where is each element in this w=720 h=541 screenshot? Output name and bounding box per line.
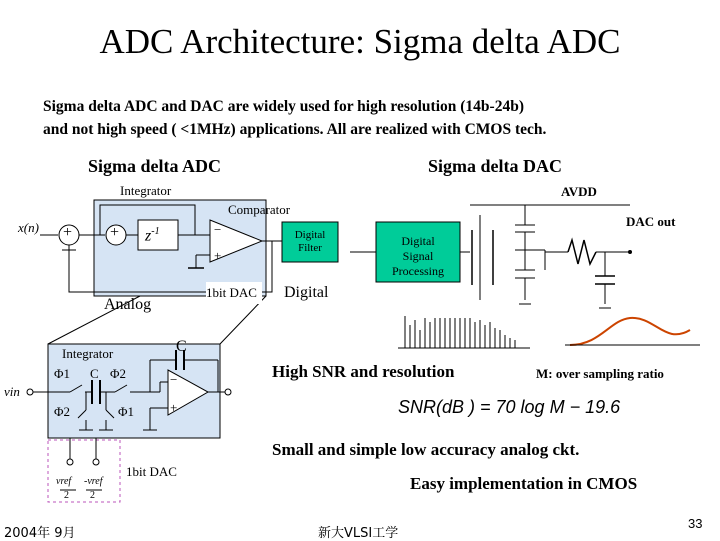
page-title: ADC Architecture: Sigma delta ADC	[99, 22, 621, 61]
detail-1bit-dac-label: 1bit DAC	[126, 464, 177, 479]
analog-label: Analog	[104, 296, 152, 313]
vref-pos-divisor: 2	[64, 490, 69, 501]
digital-label: Digital	[284, 284, 329, 301]
sampling-cap-label: C	[90, 366, 99, 381]
adc-1bit-dac-label: 1bit DAC	[206, 285, 257, 300]
vref-neg-divisor: 2	[90, 490, 95, 501]
phi2-bottom-label: Φ2	[54, 404, 71, 419]
opamp-plus: +	[170, 400, 178, 415]
subtitle-line-2: and not high speed ( <1MHz) applications. All are realized with CMOS tech.	[43, 121, 547, 138]
adc-heading: Sigma delta ADC	[88, 156, 222, 176]
avdd-label: AVDD	[561, 184, 597, 199]
pulse-train	[398, 316, 530, 348]
phi2-label: Φ2	[110, 366, 127, 381]
dac-heading: Sigma delta DAC	[428, 156, 562, 176]
resistor	[568, 240, 596, 264]
phi1-bottom-label: Φ1	[118, 404, 135, 419]
footer-date: 2004年 9月	[4, 526, 76, 541]
dac-switch-box	[48, 440, 120, 502]
input-label: x(n)	[18, 220, 39, 235]
page-number: 33	[688, 516, 703, 531]
sine-wave	[570, 318, 690, 345]
summer-1-sign: +	[63, 224, 73, 241]
dac-out-label: DAC out	[626, 214, 676, 229]
vin-label: vin	[4, 384, 20, 399]
footer-lab: 新大VLSI工学	[318, 526, 399, 541]
snr-formula: SNR(dB ) = 70 log M − 19.6	[398, 397, 621, 417]
detail-integrator-label: Integrator	[62, 346, 114, 361]
comparator-plus: +	[214, 248, 222, 263]
feedback-cap-label: C	[176, 338, 187, 355]
vref-neg-label: -vref	[84, 476, 103, 487]
opamp-minus: −	[170, 372, 178, 387]
integrator-label: Integrator	[120, 183, 172, 198]
subtitle-line-1: Sigma delta ADC and DAC are widely used for high resolution (14b-24b)	[43, 98, 524, 115]
phi1-label: Φ1	[54, 366, 71, 381]
delay-label: $z^{-1}$	[145, 226, 160, 245]
comparator-label: Comparator	[228, 202, 291, 217]
cmos-note: Easy implementation in CMOS	[410, 474, 638, 493]
snr-note: High SNR and resolution	[272, 362, 455, 381]
small-ckt-note: Small and simple low accuracy analog ckt.	[272, 440, 580, 459]
osr-note: M: over sampling ratio	[536, 366, 664, 381]
digital-filter-label: Digital Filter	[294, 229, 326, 254]
dsp-label: Digital Signal Processing	[392, 234, 444, 278]
comparator-minus: −	[214, 222, 222, 237]
vref-pos-label: vref	[56, 476, 72, 487]
summer-2-sign: +	[110, 224, 120, 241]
